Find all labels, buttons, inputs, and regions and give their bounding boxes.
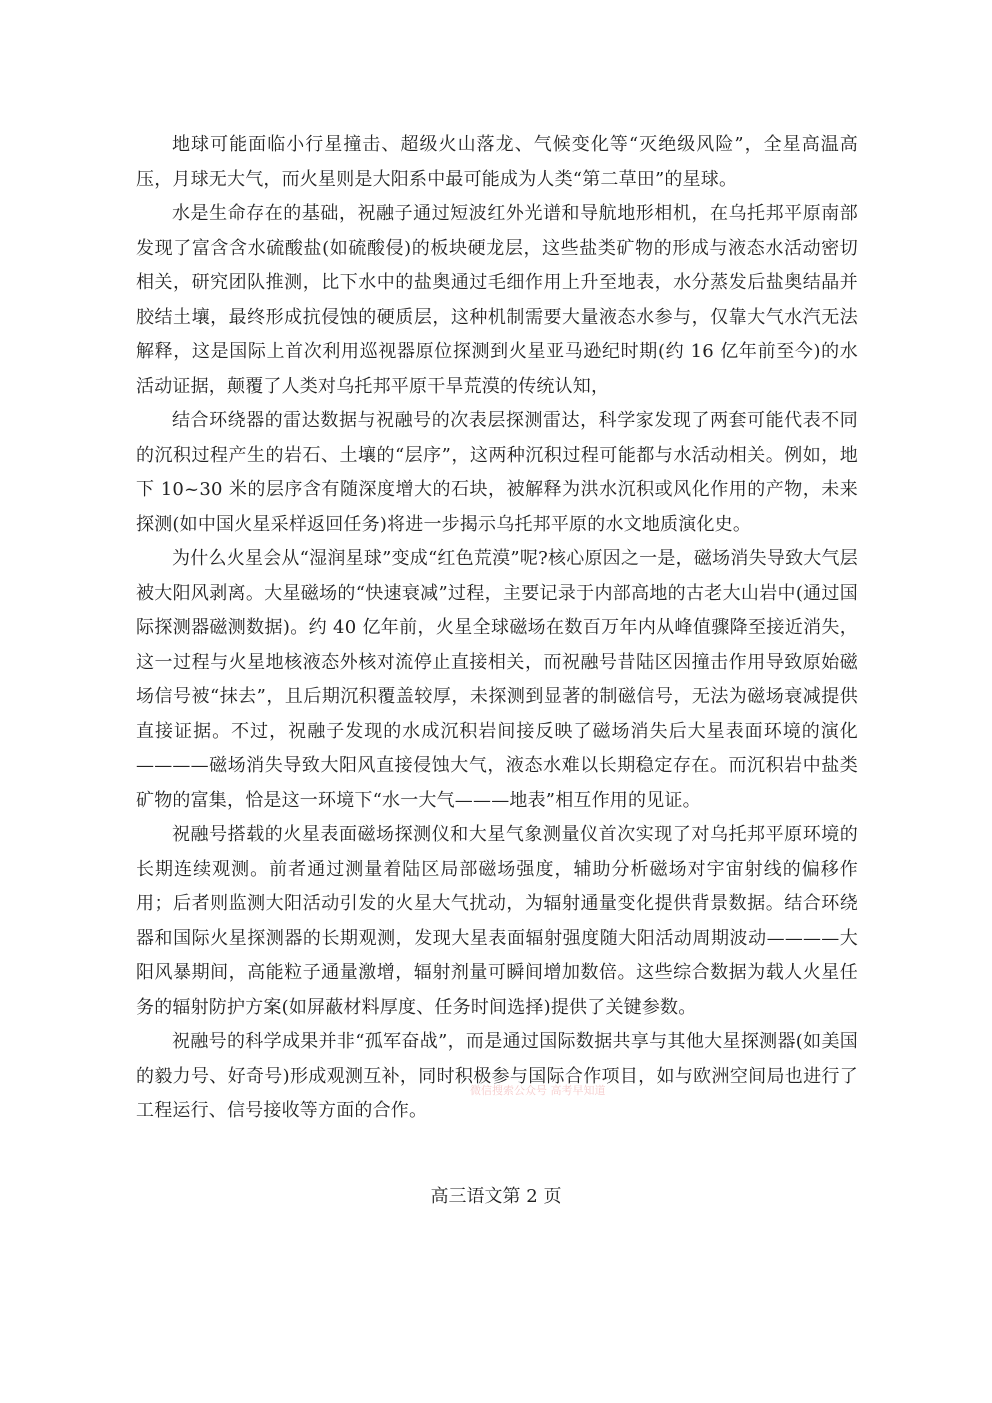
article-body (136, 128, 858, 1129)
paragraph-5: 祝融号搭载的火星表面磁场探测仪和大星气象测量仪首次实现了对乌托邦平原环境的长期连续观测。前者通过测量着陆区局部磁场强度，辅助分析磁场对宇宙射线的偏移作用；后者则监测大阳活动引发的火星大气扰动，为辐射通量变化提供背景数据。结合环绕器和国际火星探测器的长期观测，发现大星表面辐射强度随大阳活动周期波动————大阳风暴期间，高能粒子通量激增，辐射剂量可瞬间增加数倍。这些综合数据为载人火星任务的辐射防护方案(如屏蔽材料厚度、任务时间选择)提供了关键参数。 (136, 824, 858, 1018)
paragraph-1: 地球可能面临小行星撞击、超级火山落龙、气候变化等“灭绝级风险”，全星高温高压，月球无大气，而火星则是大阳系中最可能成为人类“第二草田”的星球。 (136, 134, 858, 190)
paragraph-4: 为什么火星会从“湿润星球”变成“红色荒漠”呢?核心原因之一是，磁场消失导致大气层被大阳风剥离。大星磁场的“快速衰减”过程，主要记录于内部高地的古老大山岩中(通过国际探测器磁测数据)。约 40 亿年前，火星全球磁场在数百万年内从峰值骤降至接近消失，这一过程与火星地核液态外核对流停止直接相关，而祝融号昔陆区因撞击作用导致原始磁场信号被“抹去”，且后期沉积覆盖较厚，未探测到显著的制磁信号，无法为磁场衰减提供直接证据。不过，祝融子发现的水成沉积岩间接反映了磁场消失后大星表面环境的演化————磁场消失导致大阳风直接侵蚀大气，液态水难以长期稳定存在。而沉积岩中盐类矿物的富集，恰是这一环境下“水一大气———地表”相互作用的见证。 (136, 548, 858, 811)
paragraph-6: 祝融号的科学成果并非“孤军奋战”，而是通过国际数据共享与其他大星探测器(如美国的毅力号、好奇号)形成观测互补，同时积极参与国际合作项目，如与欧洲空间局也进行了工程运行、信号接收等方面的合作。 (136, 1031, 858, 1121)
paragraph-3: 结合环绕器的雷达数据与祝融号的次表层探测雷达，科学家发现了两套可能代表不同的沉积过程产生的岩石、土壤的“层序”，这两种沉积过程可能都与水活动相关。例如，地下 10~30 米的层序含有随深度增大的石块，被解释为洪水沉积或风化作用的产物，未来探测(如中国火星采样返回任务)将进一步揭示乌托邦平原的水文地质演化史。 (136, 410, 858, 535)
watermark-text: 微信搜索公众号 高考早知道 (470, 1084, 606, 1097)
page-footer: 高三语文第 2 页 (430, 1186, 562, 1207)
paragraph-2: 水是生命存在的基础，祝融子通过短波红外光谱和导航地形相机，在乌托邦平原南部发现了富含含水硫酸盐(如硫酸侵)的板块硬龙层，这些盐类矿物的形成与液态水活动密切相关，研究团队推测，比下水中的盐奥通过毛细作用上升至地表，水分蒸发后盐奥结晶并胶结土壤，最终形成抗侵蚀的硬质层，这种机制需要大量液态水参与，仅靠大气水汽无法解释，这是国际上首次利用巡视器原位探测到火星亚马逊纪时期(约 16 亿年前至今)的水活动证据，颠覆了人类对乌托邦平原干旱荒漠的传统认知， (136, 203, 858, 397)
